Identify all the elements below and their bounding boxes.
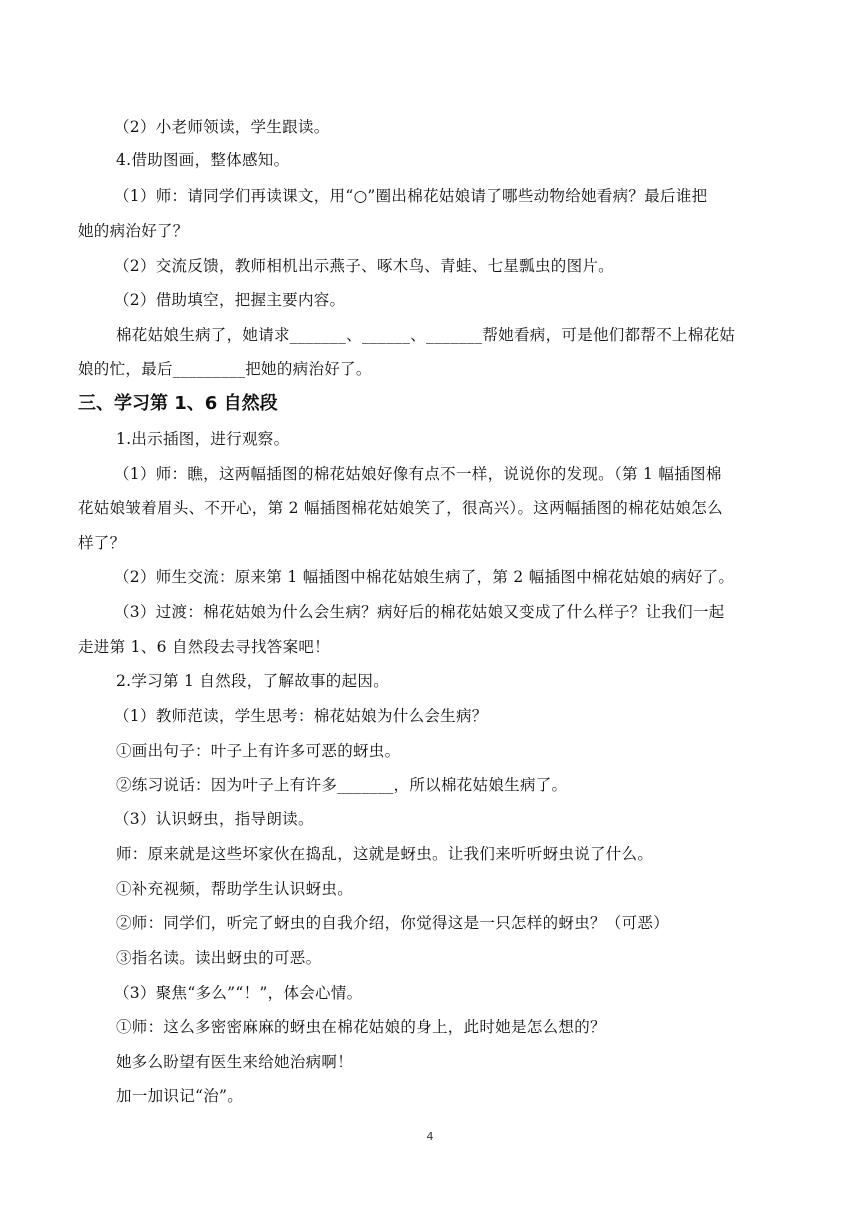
paragraph-line: （2）小老师领读，学生跟读。	[114, 118, 330, 136]
paragraph-line: 4.借助图画，整体感知。	[116, 151, 290, 169]
paragraph-line: （1）教师范读，学生思考：棉花姑娘为什么会生病？	[114, 707, 488, 725]
paragraph-line: ①画出句子：叶子上有许多可恶的蚜虫。	[116, 742, 401, 760]
paragraph-line: （3）聚焦“多么”“！”，体会心情。	[114, 984, 363, 1002]
paragraph-line: 样了？	[78, 534, 126, 552]
paragraph-line: （1）师：请同学们再读课文，用“○”圈出棉花姑娘请了哪些动物给她看病？最后谁把	[114, 187, 708, 205]
paragraph-line: 师：原来就是这些坏家伙在捣乱，这就是蚜虫。让我们来听听蚜虫说了什么。	[116, 845, 654, 863]
paragraph-line: 加一加识记“治”。	[116, 1087, 244, 1105]
paragraph-line: （3）认识蚜虫，指导朗读。	[114, 810, 314, 828]
paragraph-line: 1.出示插图，进行观察。	[116, 430, 290, 448]
paragraph-line: （2）交流反馈，教师相机出示燕子、啄木鸟、青蛙、七星瓢虫的图片。	[114, 257, 614, 275]
paragraph-line: ①师：这么多密密麻麻的蚜虫在棉花姑娘的身上，此时她是怎么想的？	[116, 1018, 606, 1036]
paragraph-line: ③指名读。读出蚜虫的可恶。	[116, 949, 322, 967]
fill-in-blank-line: 棉花姑娘生病了，她请求_______、______、_______帮她看病，可是他们都帮不上棉花姑	[116, 326, 736, 344]
paragraph-line: ②师：同学们，听完了蚜虫的自我介绍，你觉得这是一只怎样的蚜虫？（可恶）	[116, 914, 670, 932]
paragraph-line: 花姑娘皱着眉头、不开心，第 2 幅插图棉花姑娘笑了，很高兴）。这两幅插图的棉花姑娘怎么	[78, 499, 723, 517]
paragraph-line: 她的病治好了？	[78, 222, 189, 240]
page-number: 4	[426, 1130, 434, 1143]
paragraph-line: ②练习说话：因为叶子上有许多_______，所以棉花姑娘生病了。	[116, 776, 568, 794]
paragraph-line: （1）师：瞧，这两幅插图的棉花姑娘好像有点不一样，说说你的发现。（第 1 幅插图棉	[114, 465, 722, 483]
section-heading: 三、学习第 1、6 自然段	[78, 393, 278, 414]
fill-in-blank-line: 娘的忙，最后_________把她的病治好了。	[78, 360, 372, 378]
paragraph-line: ①补充视频，帮助学生认识蚜虫。	[116, 880, 354, 898]
paragraph-line: （3）过渡：棉花姑娘为什么会生病？病好后的棉花姑娘又变成了什么样子？让我们一起	[114, 603, 725, 621]
paragraph-line: （2）师生交流：原来第 1 幅插图中棉花姑娘生病了，第 2 幅插图中棉花姑娘的病好了。	[114, 568, 735, 586]
paragraph-line: （2）借助填空，把握主要内容。	[114, 291, 346, 309]
paragraph-line: 她多么盼望有医生来给她治病啊！	[116, 1053, 354, 1071]
paragraph-line: 2.学习第 1 自然段，了解故事的起因。	[116, 672, 390, 690]
paragraph-line: 走进第 1、6 自然段去寻找答案吧！	[78, 638, 330, 656]
